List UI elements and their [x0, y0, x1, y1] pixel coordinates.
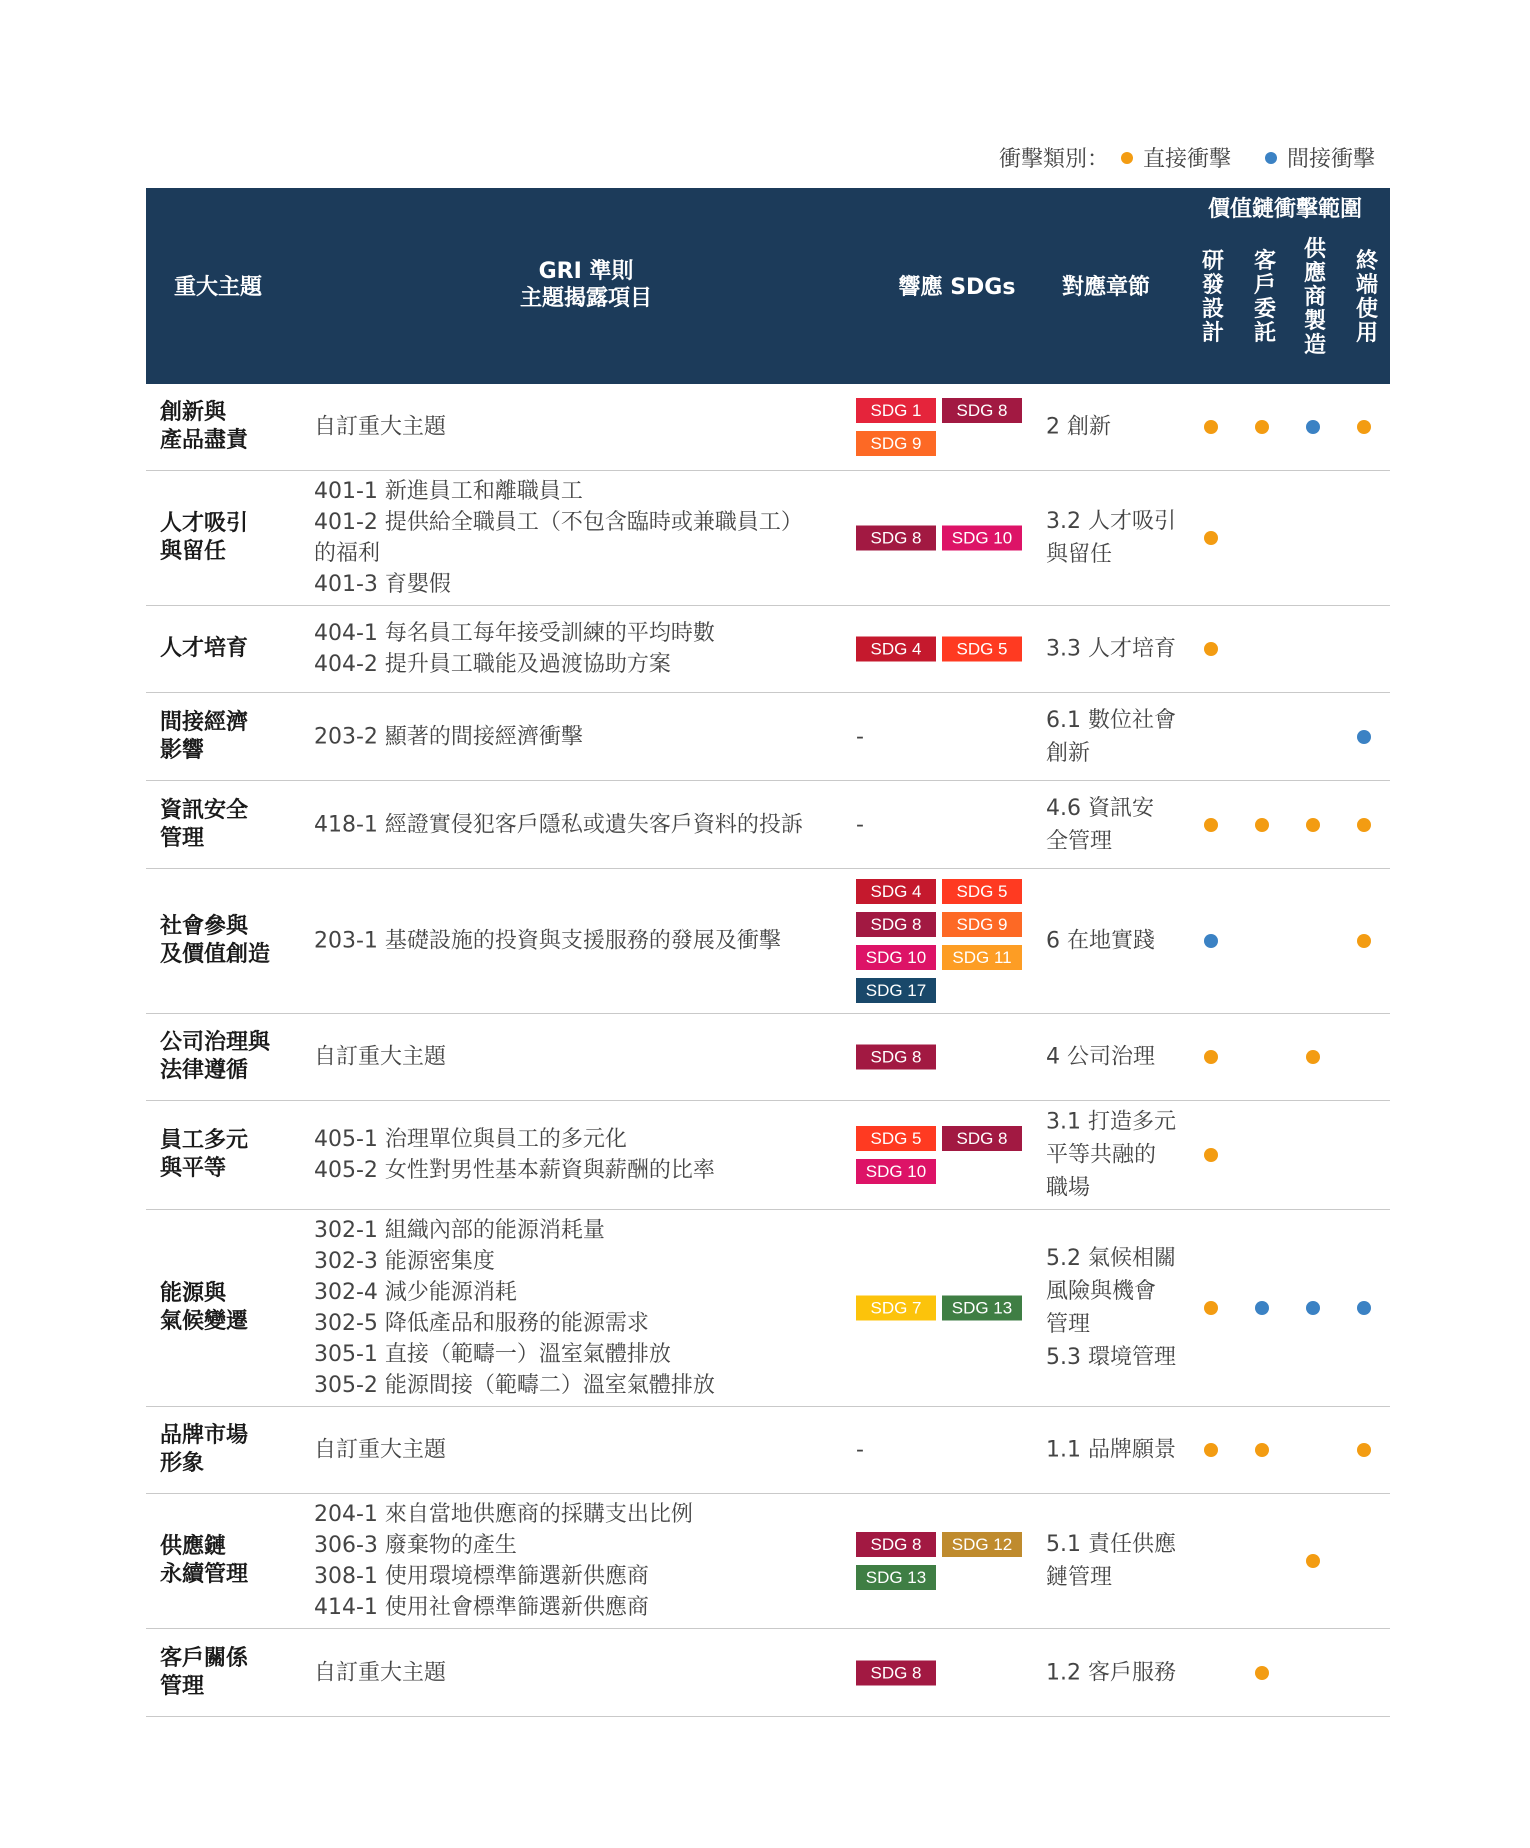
gri-item: 308-1 使用環境標準篩選新供應商 — [314, 1564, 649, 1589]
topic-cell: 供應鏈 永續管理 — [160, 1534, 249, 1587]
header-stage-client: 客戶委託 — [1253, 249, 1276, 346]
gri-item: 306-3 廢棄物的產生 — [314, 1533, 517, 1558]
sdg-cell — [856, 724, 1036, 749]
gri-item: 305-1 直接（範疇一）溫室氣體排放 — [314, 1342, 671, 1367]
direct-dot-icon — [1121, 152, 1133, 164]
gri-cell — [314, 809, 834, 840]
direct-impact-dot-icon — [1357, 818, 1371, 832]
sdg-cell — [856, 812, 1036, 837]
sdg-badge: SDG 8 — [856, 1660, 936, 1685]
chapter-cell: 5.1 責任供應 鏈管理 — [1046, 1532, 1176, 1590]
topic-cell: 人才吸引 與留任 — [160, 511, 249, 564]
sdg-badge: SDG 10 — [942, 526, 1022, 551]
sdg-badge: SDG 5 — [856, 1126, 936, 1151]
gri-item: 自訂重大主題 — [314, 1660, 447, 1685]
table-row — [146, 1014, 1390, 1101]
sdg-badge: SDG 10 — [856, 945, 936, 970]
sdg-badge: SDG 8 — [942, 1126, 1022, 1151]
header-stage-enduse: 終端使用 — [1355, 249, 1378, 346]
sdg-cell — [856, 879, 1036, 1003]
gri-item: 302-5 降低產品和服務的能源需求 — [314, 1311, 649, 1336]
indirect-dot-icon — [1265, 152, 1277, 164]
header-topic: 重大主題 — [174, 275, 263, 300]
gri-item: 401-2 提供給全職員工（不包含臨時或兼職員工） — [314, 510, 803, 535]
sdg-badge: SDG 4 — [856, 637, 936, 662]
table-row — [146, 781, 1390, 869]
direct-impact-dot-icon — [1255, 420, 1269, 434]
direct-impact-dot-icon — [1204, 1443, 1218, 1457]
gri-item: 自訂重大主題 — [314, 414, 447, 440]
chapter-cell: 3.2 人才吸引 與留任 — [1046, 509, 1176, 567]
chapter-cell: 4.6 資訊安 全管理 — [1046, 795, 1154, 854]
direct-impact-dot-icon — [1306, 1554, 1320, 1568]
direct-impact-dot-icon — [1357, 1443, 1371, 1457]
direct-impact-dot-icon — [1204, 642, 1218, 656]
chapter-cell: 6.1 數位社會 創新 — [1046, 707, 1176, 766]
gri-cell — [314, 721, 834, 752]
indirect-impact-dot-icon — [1204, 934, 1218, 948]
gri-item: 401-3 育嬰假 — [314, 572, 451, 597]
chapter-cell: 4 公司治理 — [1046, 1044, 1155, 1070]
sdg-cell — [856, 526, 1036, 551]
sdg-badge: SDG 5 — [942, 879, 1022, 904]
gri-item: 405-1 治理單位與員工的多元化 — [314, 1127, 627, 1152]
gri-cell — [314, 1215, 834, 1401]
indirect-impact-dot-icon — [1306, 420, 1320, 434]
chapter-cell: 1.1 品牌願景 — [1046, 1437, 1176, 1463]
gri-cell — [314, 476, 834, 600]
topic-cell: 能源與 氣候變遷 — [160, 1281, 249, 1334]
gri-item: 302-3 能源密集度 — [314, 1249, 495, 1274]
gri-cell — [314, 1124, 834, 1186]
header-sdgs: 響應 SDGs — [898, 275, 1016, 300]
indirect-impact-dot-icon — [1357, 1301, 1371, 1315]
table-row — [146, 693, 1390, 781]
sdg-cell — [856, 1532, 1036, 1590]
direct-impact-dot-icon — [1204, 1148, 1218, 1162]
topic-cell: 品牌市場 形象 — [160, 1423, 249, 1476]
table-row — [146, 471, 1390, 606]
topic-cell: 員工多元 與平等 — [160, 1128, 249, 1181]
table-row — [146, 1629, 1390, 1717]
impact-legend — [999, 142, 1375, 173]
topic-cell: 人才培育 — [160, 636, 249, 661]
sdg-badge: SDG 8 — [856, 526, 936, 551]
gri-cell — [314, 1435, 834, 1466]
gri-item: 418-1 經證實侵犯客戶隱私或遺失客戶資料的投訴 — [314, 812, 803, 837]
direct-impact-dot-icon — [1204, 1301, 1218, 1315]
sdg-cell — [856, 1126, 1036, 1184]
gri-item: 401-1 新進員工和離職員工 — [314, 479, 583, 504]
direct-impact-dot-icon — [1255, 1443, 1269, 1457]
header-stage-supplier: 供應商製造 — [1303, 237, 1326, 358]
sdg-badge: SDG 10 — [856, 1159, 936, 1184]
direct-impact-dot-icon — [1204, 818, 1218, 832]
gri-item: 302-1 組織內部的能源消耗量 — [314, 1218, 605, 1243]
sdg-badge: SDG 7 — [856, 1296, 936, 1321]
sdg-cell — [856, 1296, 1036, 1321]
gri-item: 203-1 基礎設施的投資與支援服務的發展及衝擊 — [314, 928, 781, 954]
gri-item: 414-1 使用社會標準篩選新供應商 — [314, 1595, 649, 1620]
gri-item: 404-2 提升員工職能及過渡協助方案 — [314, 652, 671, 677]
table-row — [146, 1210, 1390, 1407]
gri-item: 204-1 來自當地供應商的採購支出比例 — [314, 1502, 693, 1527]
header-value-chain: 價值鏈衝擊範圍 — [1207, 197, 1362, 222]
topic-cell: 資訊安全 管理 — [160, 797, 249, 851]
gri-cell — [314, 412, 834, 443]
header-gri — [486, 258, 686, 312]
header-stage-rd: 研發設計 — [1201, 249, 1224, 346]
indirect-impact-dot-icon — [1255, 1301, 1269, 1315]
legend-indirect: 間接衝擊 — [1286, 147, 1375, 172]
direct-impact-dot-icon — [1204, 420, 1218, 434]
gri-item: 的福利 — [314, 541, 381, 566]
direct-impact-dot-icon — [1255, 1666, 1269, 1680]
chapter-cell: 5.2 氣候相關 風險與機會 管理 5.3 環境管理 — [1046, 1246, 1176, 1370]
legend-label: 衝擊類別： — [998, 147, 1109, 172]
gri-item: 203-2 顯著的間接經濟衝擊 — [314, 724, 583, 749]
sdg-cell — [856, 637, 1036, 662]
direct-impact-dot-icon — [1204, 1050, 1218, 1064]
sdg-badge: SDG 1 — [856, 398, 936, 423]
chapter-cell: 6 在地實踐 — [1046, 928, 1155, 954]
gri-cell — [314, 1657, 834, 1688]
table-header — [146, 188, 1390, 384]
empty-dash: - — [856, 812, 864, 837]
sdg-badge: SDG 9 — [942, 912, 1022, 937]
table-body — [146, 384, 1390, 1717]
empty-dash: - — [856, 1437, 864, 1463]
sdg-badge: SDG 9 — [856, 431, 936, 456]
gri-cell — [314, 1042, 834, 1073]
sdg-badge: SDG 8 — [856, 1045, 936, 1070]
topic-cell: 公司治理與 法律遵循 — [160, 1030, 271, 1083]
sdg-badge: SDG 8 — [856, 912, 936, 937]
sdg-badge: SDG 17 — [856, 978, 936, 1003]
header-gri-line1: GRI 準則 — [538, 259, 634, 284]
table-row — [146, 384, 1390, 471]
topic-cell: 客戶關係 管理 — [160, 1645, 249, 1699]
legend-direct: 直接衝擊 — [1142, 147, 1231, 172]
empty-dash: - — [856, 724, 864, 749]
header-chapter: 對應章節 — [1062, 275, 1151, 300]
chapter-cell: 3.1 打造多元 平等共融的 職場 — [1046, 1109, 1176, 1201]
direct-impact-dot-icon — [1357, 420, 1371, 434]
table-row — [146, 606, 1390, 693]
table-row — [146, 869, 1390, 1014]
sdg-cell — [856, 1660, 1036, 1685]
direct-impact-dot-icon — [1306, 1050, 1320, 1064]
gri-item: 305-2 能源間接（範疇二）溫室氣體排放 — [314, 1373, 715, 1398]
gri-item: 302-4 減少能源消耗 — [314, 1280, 517, 1305]
table-row — [146, 1494, 1390, 1629]
table-row — [146, 1407, 1390, 1494]
sdg-badge: SDG 8 — [942, 398, 1022, 423]
gri-item: 405-2 女性對男性基本薪資與薪酬的比率 — [314, 1158, 715, 1183]
material-topics-table — [146, 188, 1390, 1717]
sdg-badge: SDG 12 — [942, 1532, 1022, 1557]
header-gri-line2: 主題揭露項目 — [519, 286, 652, 311]
chapter-cell: 1.2 客戶服務 — [1046, 1660, 1176, 1685]
indirect-impact-dot-icon — [1306, 1301, 1320, 1315]
sdg-badge: SDG 8 — [856, 1532, 936, 1557]
table-row — [146, 1101, 1390, 1210]
gri-item: 自訂重大主題 — [314, 1044, 447, 1070]
sdg-cell — [856, 1438, 1036, 1463]
indirect-impact-dot-icon — [1357, 730, 1371, 744]
sdg-cell — [856, 398, 1036, 456]
gri-item: 自訂重大主題 — [314, 1437, 447, 1463]
direct-impact-dot-icon — [1306, 818, 1320, 832]
gri-cell — [314, 926, 834, 957]
gri-item: 404-1 每名員工每年接受訓練的平均時數 — [314, 621, 715, 646]
chapter-cell: 2 創新 — [1046, 414, 1111, 440]
direct-impact-dot-icon — [1204, 531, 1218, 545]
topic-cell: 社會參與 及價值創造 — [160, 914, 271, 967]
topic-cell: 創新與 產品盡責 — [160, 400, 249, 453]
sdg-badge: SDG 11 — [942, 945, 1022, 970]
sdg-badge: SDG 5 — [942, 637, 1022, 662]
gri-cell — [314, 1499, 834, 1623]
gri-cell — [314, 618, 834, 680]
direct-impact-dot-icon — [1357, 934, 1371, 948]
sdg-badge: SDG 13 — [942, 1296, 1022, 1321]
sdg-badge: SDG 4 — [856, 879, 936, 904]
chapter-cell: 3.3 人才培育 — [1046, 636, 1176, 662]
sdg-badge: SDG 13 — [856, 1565, 936, 1590]
direct-impact-dot-icon — [1255, 818, 1269, 832]
topic-cell: 間接經濟 影響 — [160, 709, 249, 763]
sdg-cell — [856, 1045, 1036, 1070]
